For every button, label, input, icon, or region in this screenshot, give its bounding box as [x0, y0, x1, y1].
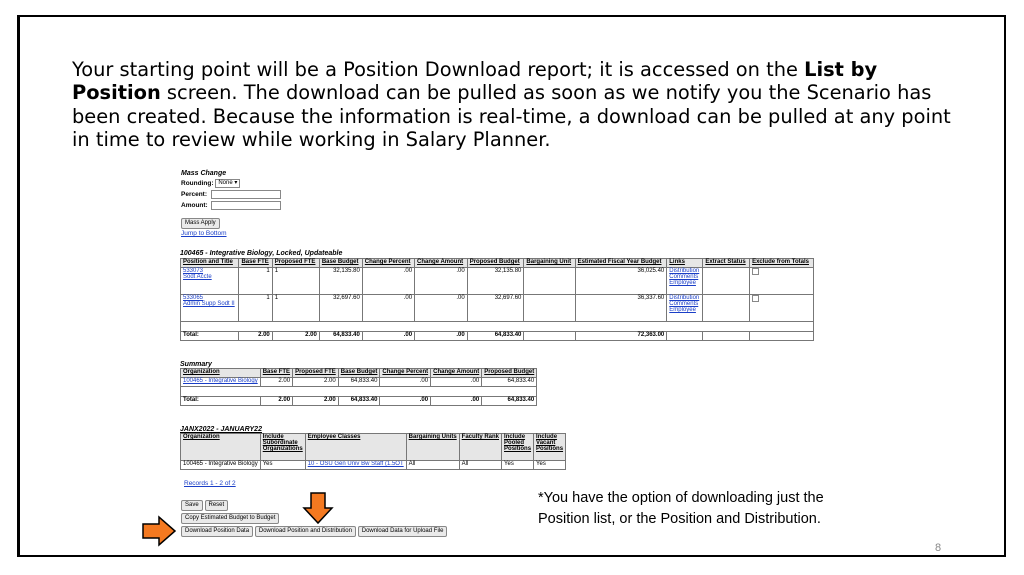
table-row	[181, 268, 814, 295]
col-organization: Organization	[181, 434, 261, 461]
summary-title: Summary	[180, 361, 212, 368]
percent-input[interactable]	[211, 190, 281, 199]
total-change-percent: .00	[362, 332, 414, 341]
position-id-link[interactable]: 533065	[183, 295, 204, 301]
intro-text	[72, 58, 972, 151]
arrow-right-icon	[141, 515, 177, 547]
table-row-empty	[181, 322, 814, 332]
intro-post: screen. The download can be pulled as soon as we notify you the Scenario has been created. Because the information is real-time, a download can be pulled at any point in time to review while working in Salary Planner.	[72, 81, 951, 151]
proposed-fte-input[interactable]: 1	[274, 268, 279, 274]
scenario-pooled: Yes	[502, 461, 534, 470]
base-budget-value: 32,135.80	[319, 268, 362, 295]
comments-link[interactable]: Comments	[669, 274, 699, 280]
summary-org-link[interactable]: 100465 - Integrative Biology	[181, 378, 261, 387]
col-bargaining-units: Bargaining Units	[406, 434, 459, 461]
comments-link[interactable]: Comments	[669, 301, 699, 307]
col-proposed-fte[interactable]: Proposed FTE	[272, 259, 319, 268]
rounding-select[interactable]: None ▾	[215, 179, 240, 188]
base-fte-value: 1	[239, 268, 272, 295]
page-number: 8	[935, 542, 942, 554]
col-base-fte[interactable]: Base FTE	[239, 259, 272, 268]
position-table-title: 100465 - Integrative Biology, Locked, Updateable	[180, 250, 343, 257]
estimated-budget-value: 36,337.60	[575, 295, 667, 322]
summary-table	[180, 368, 537, 406]
bargaining-unit-value	[524, 295, 575, 322]
base-fte-value: 1	[239, 295, 272, 322]
total-proposed-fte: 2.00	[272, 332, 319, 341]
extract-status-value	[703, 268, 750, 295]
summary-change-amount: .00	[431, 378, 482, 387]
jump-to-bottom-link[interactable]: Jump to Bottom	[181, 230, 227, 237]
col-base-budget: Base Budget	[338, 369, 380, 378]
col-estimated-budget[interactable]: Estimated Fiscal Year Budget	[575, 259, 667, 268]
position-title-link[interactable]: Sodt Accte	[183, 274, 212, 280]
download-note: *You have the option of downloading just the Position list, or the Position and Distribution.	[538, 490, 824, 527]
total-estimated-budget: 72,363.00	[575, 332, 667, 341]
arrow-down-icon	[302, 491, 334, 525]
col-organization: Organization	[181, 369, 261, 378]
intro-bold: List by Position	[72, 58, 878, 105]
exclude-checkbox[interactable]	[752, 268, 759, 275]
col-faculty-rank: Faculty Rank	[459, 434, 501, 461]
table-row	[181, 378, 537, 387]
summary-total-change-percent: .00	[380, 397, 431, 406]
summary-total-change-amount: .00	[431, 397, 482, 406]
col-extract-status[interactable]: Extract Status	[703, 259, 750, 268]
scenario-subordinate: Yes	[260, 461, 305, 470]
proposed-budget-value: 32,697.60	[467, 295, 524, 322]
mass-change-panel	[181, 170, 281, 237]
col-base-budget[interactable]: Base Budget	[319, 259, 362, 268]
rounding-label: Rounding:	[181, 180, 214, 188]
scenario-faculty: All	[459, 461, 501, 470]
total-base-fte: 2.00	[239, 332, 272, 341]
change-amount-input[interactable]: .00	[415, 295, 468, 322]
percent-label: Percent:	[181, 191, 208, 199]
slide-left-border	[17, 15, 20, 557]
col-pooled: Include Pooled Positions	[502, 434, 534, 461]
position-table-panel	[180, 250, 814, 341]
base-budget-value: 32,697.60	[319, 295, 362, 322]
scenario-title: JANX2022 - JANUARY22	[180, 426, 262, 433]
summary-panel	[180, 361, 537, 406]
col-change-amount: Change Amount	[431, 369, 482, 378]
position-title-link[interactable]: Admin Supp Sodt II	[183, 301, 235, 307]
mass-change-title: Mass Change	[181, 170, 227, 177]
total-proposed-budget: 64,833.40	[467, 332, 524, 341]
distribution-link[interactable]: Distribution	[669, 295, 700, 301]
estimated-budget-value: 36,025.40	[575, 268, 667, 295]
summary-proposed-fte: 2.00	[293, 378, 339, 387]
exclude-checkbox[interactable]	[752, 295, 759, 302]
col-proposed-budget[interactable]: Proposed Budget	[467, 259, 524, 268]
employee-link[interactable]: Employee	[669, 307, 696, 313]
change-percent-input[interactable]: .00	[362, 268, 414, 295]
intro-pre: Your starting point will be a Position Download report; it is accessed on the	[72, 58, 805, 81]
download-distribution-button[interactable]: Download Position and Distribution	[255, 526, 356, 537]
col-vacant: Include Vacant Positions	[534, 434, 566, 461]
total-change-amount: .00	[415, 332, 468, 341]
col-links[interactable]: Links	[667, 259, 703, 268]
col-change-percent[interactable]: Change Percent	[362, 259, 414, 268]
scenario-org: 100465 - Integrative Biology	[181, 461, 261, 470]
col-subordinate: Include Subordinate Organizations	[260, 434, 305, 461]
scenario-bargaining: All	[406, 461, 459, 470]
summary-total-base-fte: 2.00	[260, 397, 292, 406]
employee-link[interactable]: Employee	[669, 280, 696, 286]
summary-base-fte: 2.00	[260, 378, 292, 387]
summary-total-proposed-fte: 2.00	[293, 397, 339, 406]
scenario-table	[180, 433, 566, 470]
records-count: Records 1 - 2 of 2	[184, 480, 236, 487]
total-base-budget: 64,833.40	[319, 332, 362, 341]
table-total-row	[181, 332, 814, 341]
download-position-button[interactable]: Download Position Data	[181, 526, 253, 537]
amount-label: Amount:	[181, 202, 208, 210]
rounding-value: None	[218, 180, 233, 186]
extract-status-value	[703, 295, 750, 322]
summary-total-row	[181, 397, 537, 406]
col-proposed-fte: Proposed FTE	[293, 369, 339, 378]
download-upload-button[interactable]: Download Data for Upload File	[358, 526, 448, 537]
proposed-fte-input[interactable]: 1	[274, 295, 279, 301]
summary-base-budget: 64,833.40	[338, 378, 380, 387]
table-row	[181, 461, 566, 470]
mass-apply-button[interactable]: Mass Apply	[181, 218, 220, 229]
table-row	[181, 295, 814, 322]
summary-total-label: Total:	[181, 397, 261, 406]
summary-total-base-budget: 64,833.40	[338, 397, 380, 406]
total-label: Total:	[181, 332, 239, 341]
col-bargaining-unit[interactable]: Bargaining Unit	[524, 259, 575, 268]
summary-total-proposed-budget: 64,833.40	[482, 397, 537, 406]
summary-change-percent: .00	[380, 378, 431, 387]
scenario-classes-link[interactable]: 10 - OSU Gen Univ Bw Staff (1.5OT	[305, 461, 406, 470]
save-button[interactable]: Save	[181, 500, 203, 511]
position-table	[180, 258, 814, 341]
col-position[interactable]: Position and Title	[181, 259, 239, 268]
amount-input[interactable]	[211, 201, 281, 210]
scenario-vacant: Yes	[534, 461, 566, 470]
col-change-amount[interactable]: Change Amount	[415, 259, 468, 268]
col-exclude-totals[interactable]: Exclude from Totals	[750, 259, 814, 268]
col-employee-classes: Employee Classes	[305, 434, 406, 461]
col-change-percent: Change Percent	[380, 369, 431, 378]
bargaining-unit-value	[524, 268, 575, 295]
change-amount-input[interactable]: .00	[415, 268, 468, 295]
reset-button[interactable]: Reset	[205, 500, 229, 511]
col-proposed-budget: Proposed Budget	[482, 369, 537, 378]
scenario-panel	[180, 426, 566, 487]
position-table-header	[181, 259, 814, 268]
position-id-link[interactable]: 533073	[183, 268, 204, 274]
distribution-link[interactable]: Distribution	[669, 268, 700, 274]
change-percent-input[interactable]: .00	[362, 295, 414, 322]
col-base-fte: Base FTE	[260, 369, 292, 378]
copy-budget-button[interactable]: Copy Estimated Budget to Budget	[181, 513, 279, 524]
proposed-budget-value: 32,135.80	[467, 268, 524, 295]
summary-proposed-budget: 64,833.40	[482, 378, 537, 387]
